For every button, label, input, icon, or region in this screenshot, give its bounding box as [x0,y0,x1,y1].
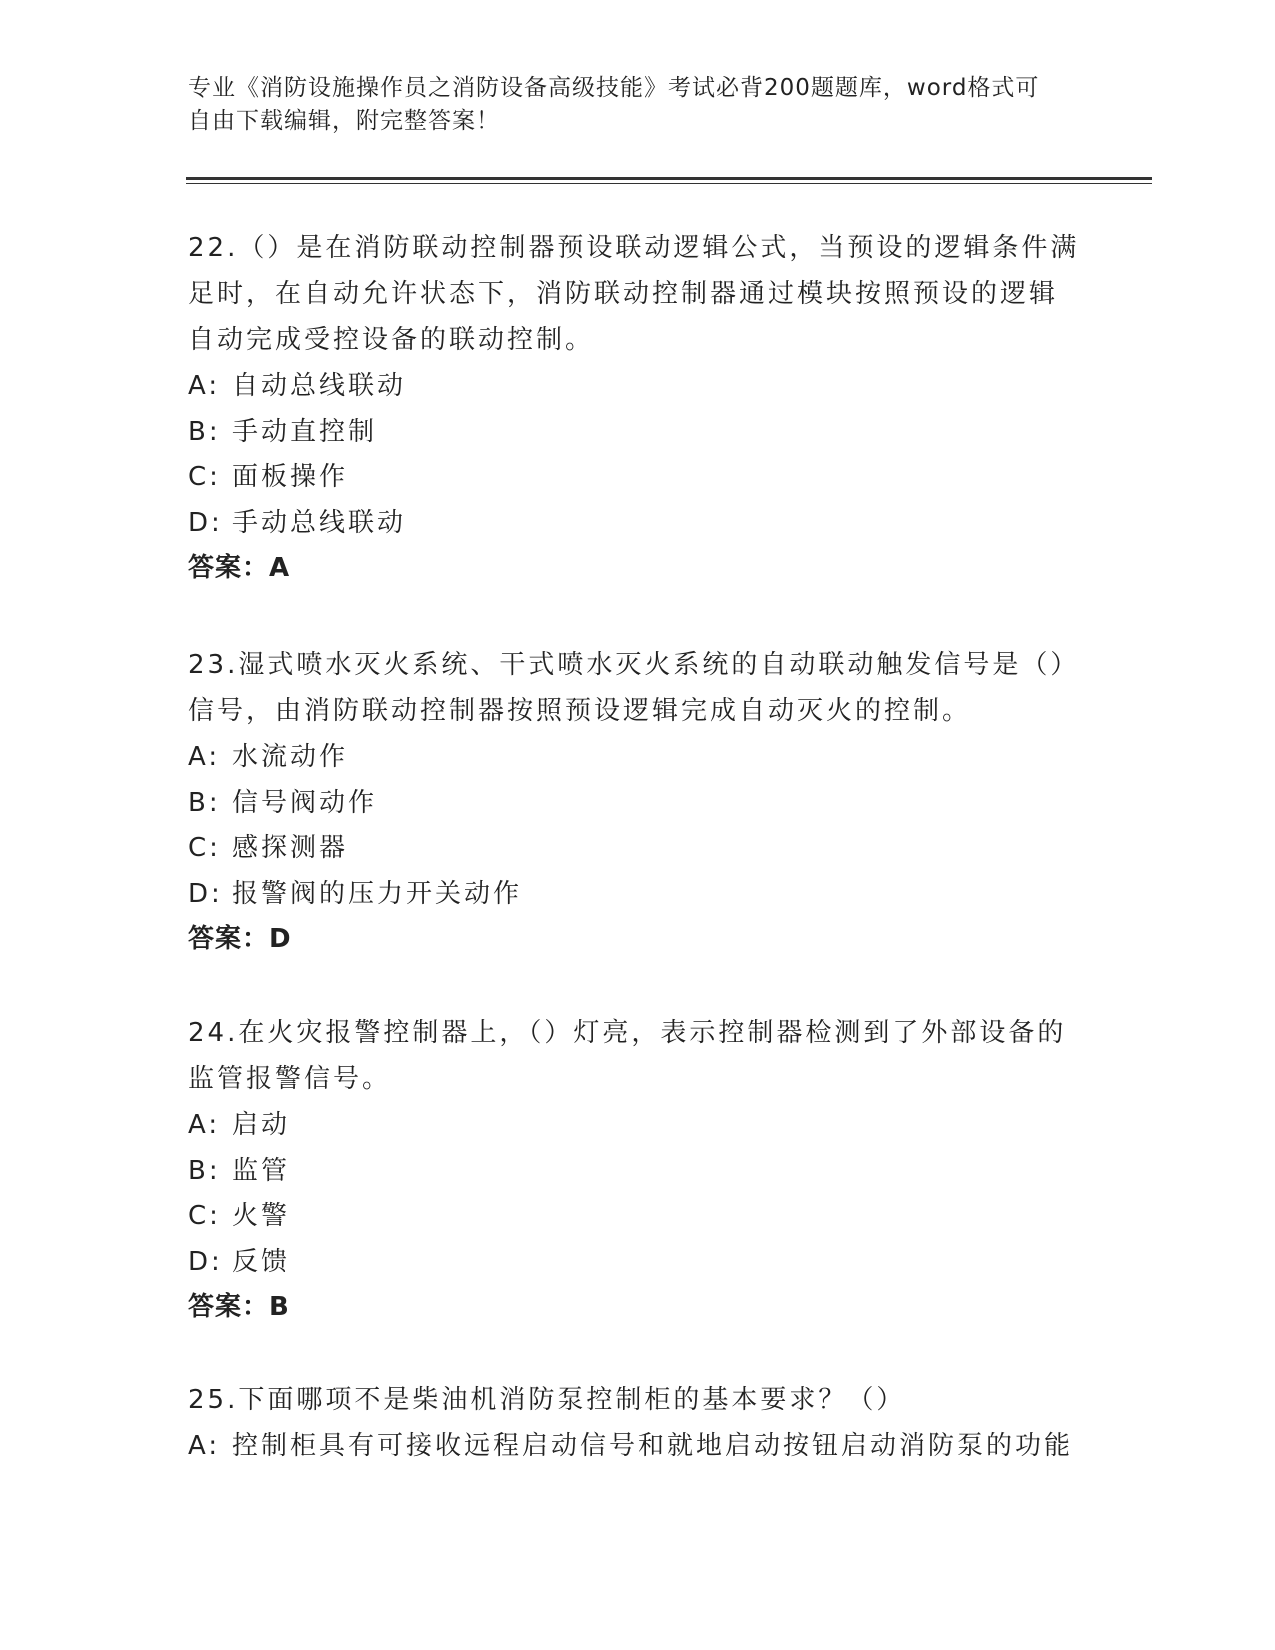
option-a [188,363,1088,409]
question-25 [188,1377,1088,1469]
option-key: A: [188,742,221,772]
question-22 [188,225,1088,591]
option-d [188,500,1088,546]
header-divider-thin [186,183,1152,184]
answer: 答案：D [188,924,292,954]
stem-line: 足时，在自动允许状态下，消防联动控制器通过模块按照预设的逻辑 [188,279,1059,309]
stem-line: 监管报警信号。 [188,1064,392,1094]
option-text: 火警 [232,1201,291,1231]
option-text: 面板操作 [232,462,349,492]
answer: 答案：A [188,553,291,583]
option-c [188,825,1088,871]
option-key: C: [188,462,221,492]
option-a [188,1423,1088,1469]
option-key: A: [188,1431,221,1461]
option-text: 反馈 [232,1246,291,1277]
stem-line: 22.（）是在消防联动控制器预设联动逻辑公式，当预设的逻辑条件满 [188,233,1080,263]
option-a [188,734,1088,780]
option-text: 手动直控制 [232,416,378,447]
header-divider-thick [186,177,1152,180]
option-text: 启动 [232,1110,291,1140]
option-key: C: [188,833,221,863]
option-b [188,1148,1088,1194]
question-stem [188,225,1088,363]
option-key: B: [188,787,221,818]
option-c [188,454,1088,500]
option-key: A: [188,371,221,401]
option-key: D: [188,878,223,909]
stem-line: 自动完成受控设备的联动控制。 [188,325,595,355]
option-text: 自动总线联动 [232,371,407,401]
stem-line: 23.湿式喷水灭火系统、干式喷水灭火系统的自动联动触发信号是（） [188,650,1080,680]
option-text: 报警阀的压力开关动作 [232,878,523,909]
option-text: 手动总线联动 [232,507,407,538]
header-line-1: 专业《消防设施操作员之消防设备高级技能》考试必背200题题库，word格式可 [188,75,1040,101]
option-key: D: [188,507,223,538]
question-24 [188,1010,1088,1330]
answer: 答案：B [188,1292,290,1322]
option-key: A: [188,1110,221,1140]
option-key: C: [188,1201,221,1231]
option-text: 感探测器 [232,833,349,863]
option-key: B: [188,416,221,447]
option-d [188,1239,1088,1285]
stem-line: 25.下面哪项不是柴油机消防泵控制柜的基本要求？（） [188,1385,906,1415]
option-a [188,1102,1088,1148]
stem-line: 信号，由消防联动控制器按照预设逻辑完成自动灭火的控制。 [188,696,972,726]
option-text: 控制柜具有可接收远程启动信号和就地启动按钮启动消防泵的功能 [232,1431,1074,1461]
option-text: 水流动作 [232,742,349,772]
question-stem [188,1377,1088,1423]
option-text: 监管 [232,1155,291,1186]
question-stem [188,1010,1088,1102]
question-stem [188,642,1088,734]
option-key: B: [188,1155,221,1186]
option-b [188,780,1088,826]
option-b [188,409,1088,455]
header-line-2: 自由下载编辑，附完整答案！ [188,108,500,134]
option-key: D: [188,1246,223,1277]
stem-line: 24.在火灾报警控制器上，（）灯亮，表示控制器检测到了外部设备的 [188,1018,1067,1048]
option-c [188,1193,1088,1239]
option-d [188,871,1088,917]
question-23 [188,642,1088,962]
document-header [188,72,1088,138]
option-text: 信号阀动作 [232,787,378,818]
